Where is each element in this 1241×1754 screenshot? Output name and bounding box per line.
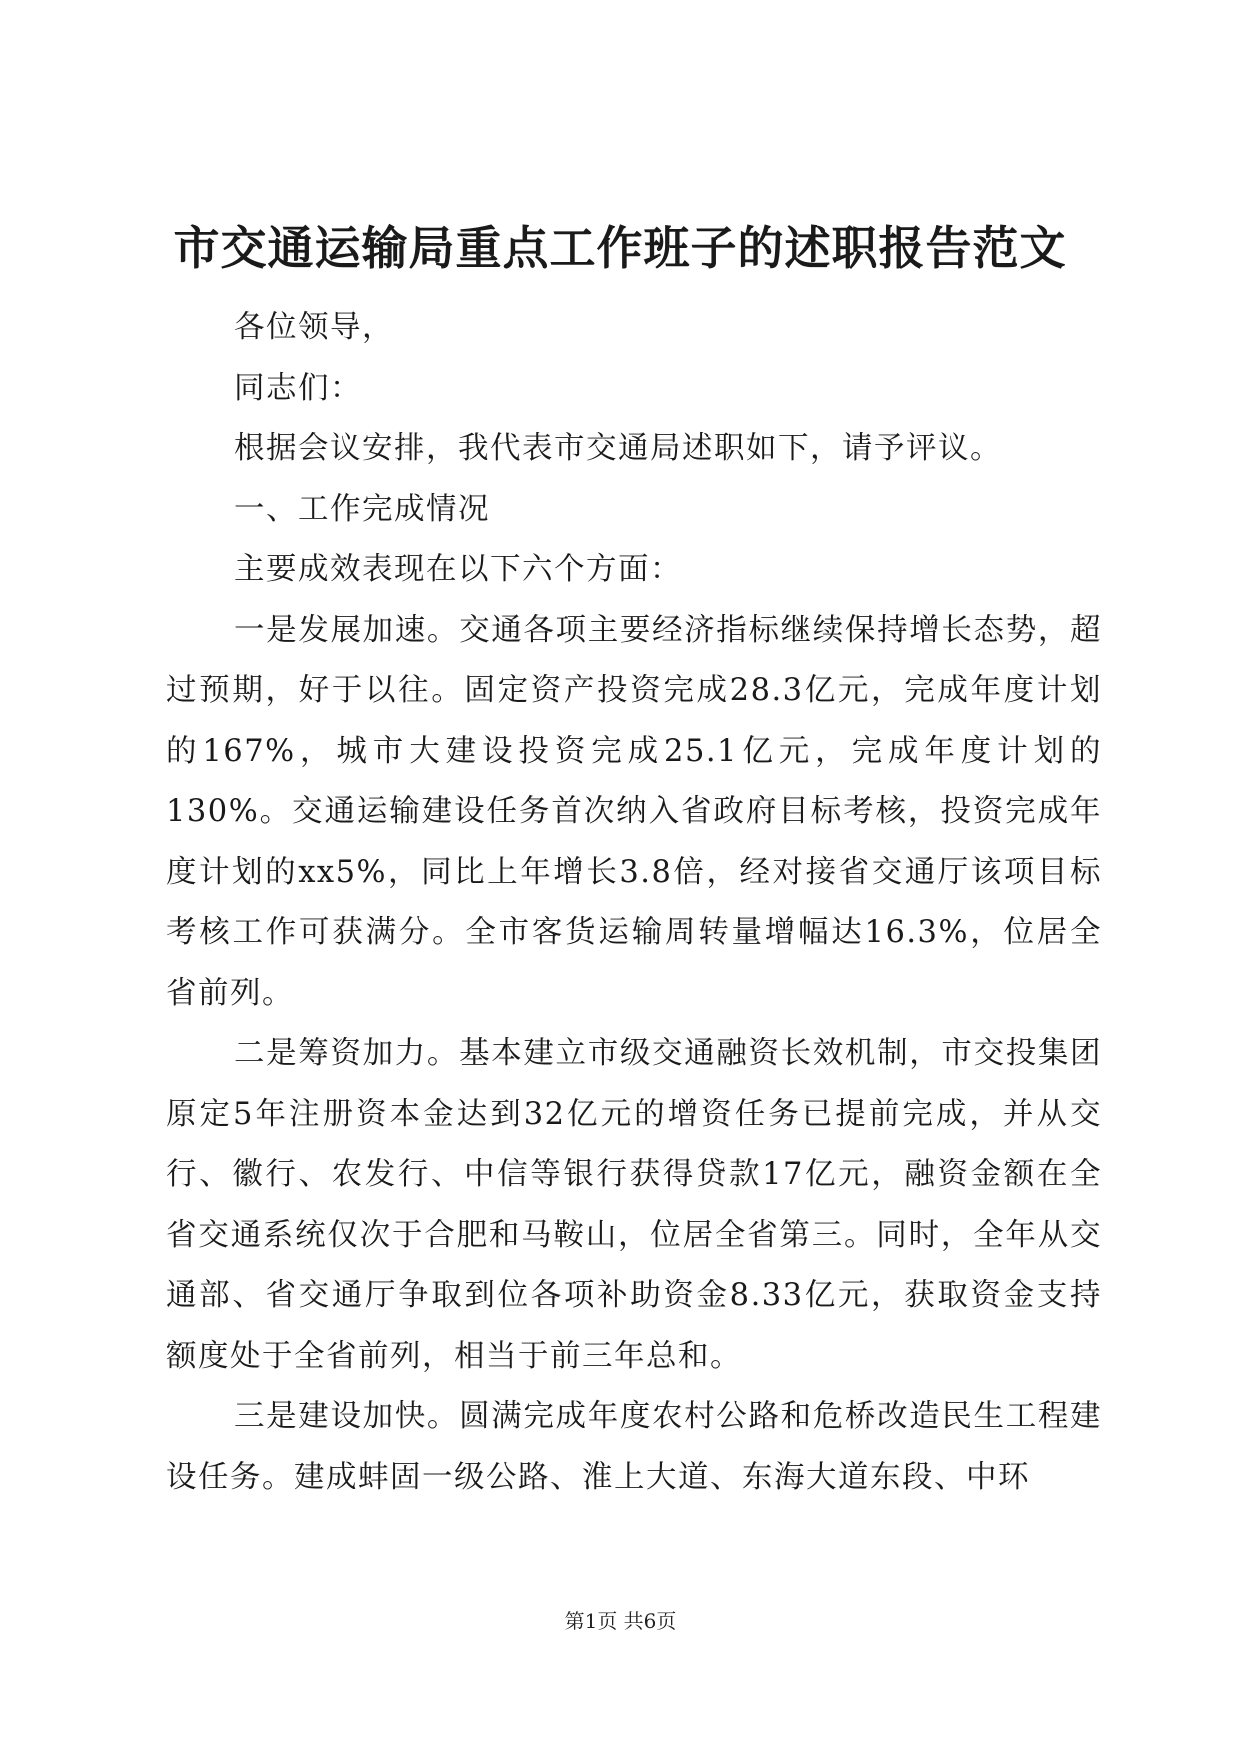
paragraph-summary: 主要成效表现在以下六个方面： xyxy=(234,552,682,587)
page-number-footer: 第1页 共6页 xyxy=(564,1609,677,1633)
section-heading: 一、工作完成情况 xyxy=(234,491,490,527)
page-title: 市交通运输局重点工作班子的述职报告范文 xyxy=(173,221,1067,275)
paragraph-financing: 二是筹资加力。基本建立市级交通融资长效机制，市交投集团原定5年注册资本金达到32亿元的增资任务已提前完成，并从交行、徽行、农发行、中信等银行获得贷款17亿元，融资金额在全省交通系统仅次于合肥和马鞍山，位居全省第三。同时，全年从交通部、省交通厅争取到位各项补助资金8.33亿元，获取资金支持额度处于全省前列，相当于前三年总和。 xyxy=(166,1036,1102,1374)
paragraph-development: 一是发展加速。交通各项主要经济指标继续保持增长态势，超过预期，好于以往。固定资产投资完成28.3亿元，完成年度计划的167%，城市大建设投资完成25.1亿元，完成年度计划的130%。交通运输建设任务首次纳入省政府目标考核，投资完成年度计划的xx5%，同比上年增长3.8倍，经对接省交通厅该项目标考核工作可获满分。全市客货运输周转量增幅达16.3%，位居全省前列。 xyxy=(166,612,1102,1011)
paragraph-salutation-leaders: 各位领导， xyxy=(234,310,394,345)
paragraph-construction: 三是建设加快。圆满完成年度农村公路和危桥改造民生工程建设任务。建成蚌固一级公路、淮上大道、东海大道东段、中环 xyxy=(166,1399,1102,1495)
paragraph-intro: 根据会议安排，我代表市交通局述职如下，请予评议。 xyxy=(234,431,1002,466)
paragraph-salutation-comrades: 同志们： xyxy=(234,370,362,406)
document-body xyxy=(166,298,1102,1508)
